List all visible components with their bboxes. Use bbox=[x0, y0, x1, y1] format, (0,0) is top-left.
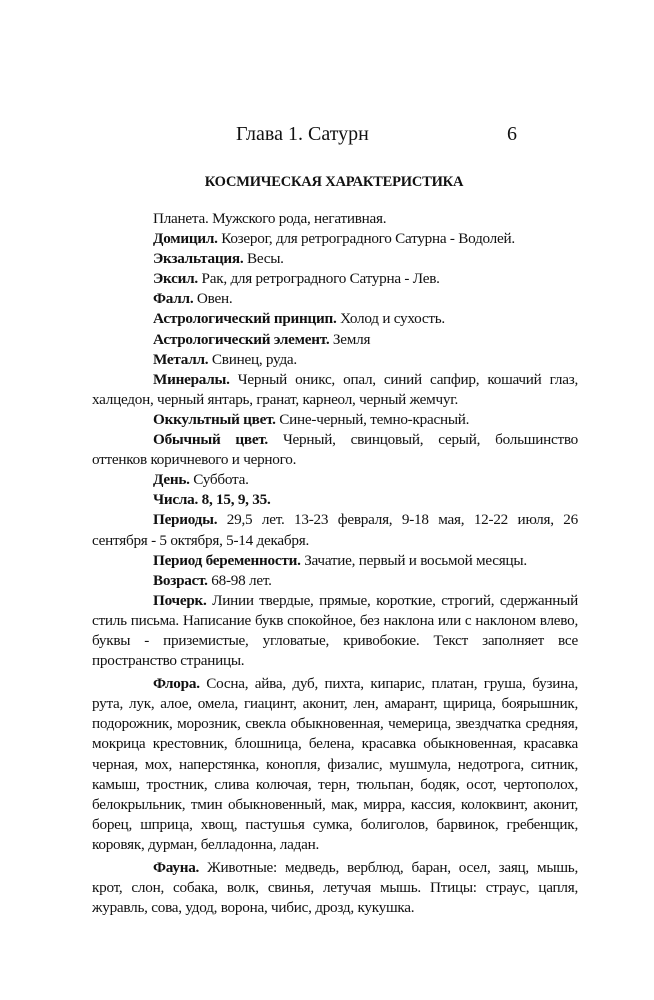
paragraph-element: Астрологический элемент. Земля bbox=[153, 330, 371, 348]
section-title: КОСМИЧЕСКАЯ ХАРАКТЕРИСТИКА bbox=[204, 174, 464, 190]
paragraph-common-color: Обычный цвет. Черный, свинцовый, серый, большинство оттенков коричневого и черного. bbox=[92, 431, 578, 469]
paragraph-metal: Металл. Свинец, руда. bbox=[153, 350, 297, 368]
paragraph-occult-color: Оккультный цвет. Сине-черный, темно-красный. bbox=[153, 410, 470, 428]
paragraph-day: День. Суббота. bbox=[153, 471, 249, 489]
paragraph-planet: Планета. Мужского рода, негативная. bbox=[153, 210, 387, 227]
paragraph-fauna: Фауна. Животные: медведь, верблюд, баран, осел, заяц, мышь, крот, слон, собака, волк, свинья, летучая мышь. Птицы: страус, цапля, журавль, сова, удод, ворона, чибис, дрозд, кукушка. bbox=[92, 859, 578, 917]
paragraph-handwriting: Почерк. Линии твердые, прямые, короткие, строгий, сдержанный стиль письма. Написание букв спокойное, без наклона или с наклоном влево, буквы - приземистые, угловатые, кривобокие. Текст заполняет все пространство страницы. bbox=[92, 591, 578, 670]
page-number: 6 bbox=[507, 123, 517, 145]
paragraph-fall: Фалл. Овен. bbox=[153, 290, 233, 308]
chapter-title: Глава 1. Сатурн bbox=[236, 123, 369, 145]
paragraph-principle: Астрологический принцип. Холод и сухость. bbox=[153, 310, 445, 328]
paragraph-exile: Эксил. Рак, для ретроградного Сатурна - Лев. bbox=[153, 270, 440, 288]
running-head bbox=[0, 121, 654, 147]
paragraph-numbers: Числа. 8, 15, 9, 35. bbox=[153, 491, 271, 509]
paragraph-pregnancy: Период беременности. Зачатие, первый и восьмой месяцы. bbox=[153, 551, 527, 569]
paragraph-exaltation: Экзальтация. Весы. bbox=[153, 250, 284, 268]
paragraph-age: Возраст. 68-98 лет. bbox=[153, 571, 272, 589]
body-text bbox=[92, 209, 578, 918]
paragraph-domicile: Домицил. Козерог, для ретроградного Сатурна - Водолей. bbox=[153, 230, 515, 248]
paragraph-periods: Периоды. 29,5 лет. 13-23 февраля, 9-18 мая, 12-22 июля, 26 сентября - 5 октября, 5-14 декабря. bbox=[92, 511, 578, 549]
paragraph-flora: Флора. Сосна, айва, дуб, пихта, кипарис, платан, груша, бузина, рута, лук, алое, омела, гиацинт, аконит, лен, амарант, щирица, боярышник, подорожник, морозник, свекла обыкновенная, чемерица, звездчатка средняя, мокрица крестовник, блошница, белена, красавка обыкновенная, красавка черная, мох, наперстянка, конопля, физалис, мушмула, недотрога, ситник, камыш, тростник, слива колючая, терн, тюльпан, бодяк, осот, чертополох, белокрыльник, тмин обыкновенный, мак, мирра, кассия, колоквинт, аконит, борец, шприца, хвощ, пастушья сумка, болиголов, барвинок, гребенщик, коровяк, дурман, белладонна, ладан. bbox=[92, 675, 578, 853]
paragraph-minerals: Минералы. Черный оникс, опал, синий сапфир, кошачий глаз, халцедон, черный янтарь, гранат, карнеол, черный жемчуг. bbox=[92, 370, 578, 408]
